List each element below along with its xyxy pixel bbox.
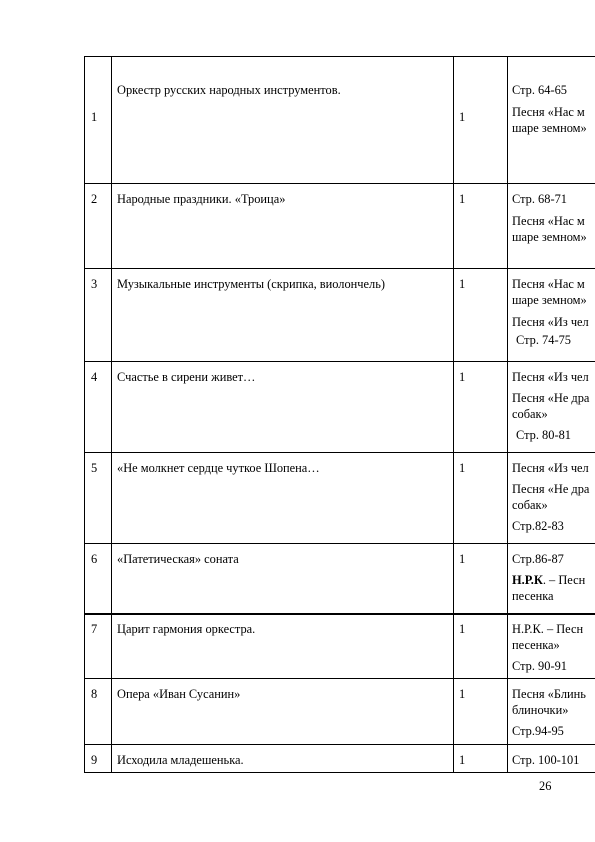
table-border-vertical: [111, 56, 112, 773]
lesson-title-cell: Опера «Иван Сусанин»: [117, 687, 241, 701]
note-line: [512, 370, 589, 385]
note-abbreviation: Н.Р.К: [512, 573, 543, 587]
note-line: [512, 703, 568, 718]
note-text: шаре земном»: [512, 230, 587, 244]
note-line: [512, 83, 567, 98]
note-text: Стр.86-87: [512, 552, 564, 566]
table-border-vertical: [453, 56, 454, 773]
note-line: [512, 105, 585, 120]
note-line: [512, 121, 587, 136]
row-number-cell: 7: [91, 622, 98, 636]
lesson-title-cell: Музыкальные инструменты (скрипка, виолончель): [117, 277, 385, 291]
note-text: Стр. 80-81: [516, 428, 571, 442]
lesson-title-cell: Исходила младешенька.: [117, 753, 244, 767]
note-line: [512, 461, 589, 476]
note-line: [516, 333, 571, 348]
table-border-horizontal: [84, 543, 595, 544]
note-text: шаре земном»: [512, 293, 587, 307]
note-text: песенка»: [512, 638, 560, 652]
hours-cell: 1: [459, 277, 466, 291]
note-text: Песня «Не дра: [512, 482, 590, 496]
table-border-vertical: [84, 56, 85, 773]
note-text: блиночки»: [512, 703, 569, 717]
lesson-title-cell: Царит гармония оркестра.: [117, 622, 256, 636]
note-text: Песня «Нас м: [512, 105, 585, 119]
table-border-horizontal: [84, 183, 595, 184]
lesson-title-cell: Народные праздники. «Троица»: [117, 192, 286, 206]
lesson-title-cell: Оркестр русских народных инструментов.: [117, 83, 341, 97]
row-number-cell: 9: [91, 753, 98, 767]
hours-cell: 1: [459, 687, 466, 701]
note-line: [512, 407, 548, 422]
note-line: [512, 519, 564, 534]
hours-cell: 1: [459, 461, 466, 475]
note-line: [512, 498, 548, 513]
note-line: [512, 589, 554, 604]
note-line: [516, 428, 571, 443]
note-text: Н.Р.К. – Песн: [512, 622, 584, 636]
note-text: Песня «Нас м: [512, 277, 585, 291]
hours-cell: 1: [459, 370, 466, 384]
row-number-cell: 2: [91, 192, 98, 206]
hours-cell: 1: [459, 753, 466, 767]
page-number: 26: [539, 779, 552, 793]
row-number-cell: 4: [91, 370, 98, 384]
note-text: Стр. 74-75: [516, 333, 571, 347]
note-line: [512, 573, 585, 588]
row-number-cell: 8: [91, 687, 98, 701]
table-border-horizontal: [84, 678, 595, 679]
note-text: Стр. 90-91: [512, 659, 567, 673]
note-text: Песня «Нас м: [512, 214, 585, 228]
table-border-vertical: [507, 56, 508, 773]
note-text: . – Песн: [542, 573, 586, 587]
note-text: Песня «Блинь: [512, 687, 586, 701]
hours-cell: 1: [459, 192, 466, 206]
note-text: собак»: [512, 407, 548, 421]
note-text: Песня «Из чел: [512, 461, 589, 475]
table-border-horizontal: [84, 772, 595, 773]
note-line: [512, 482, 589, 497]
note-text: Стр. 100-101: [512, 753, 580, 767]
note-text: Стр. 64-65: [512, 83, 567, 97]
table-border-horizontal: [84, 452, 595, 453]
hours-cell: 1: [459, 622, 466, 636]
row-number-cell: 3: [91, 277, 98, 291]
note-text: Песня «Из чел: [512, 370, 589, 384]
lesson-title-cell: «Не молкнет сердце чуткое Шопена…: [117, 461, 320, 475]
hours-cell: 1: [459, 110, 466, 124]
note-text: собак»: [512, 498, 548, 512]
note-line: [512, 552, 564, 567]
note-line: [512, 687, 586, 702]
table-border-horizontal: [84, 744, 595, 745]
lesson-title-cell: Счастье в сирени живет…: [117, 370, 256, 384]
row-number-cell: 1: [91, 110, 98, 124]
table-border-horizontal: [84, 268, 595, 269]
note-text: Стр.82-83: [512, 519, 564, 533]
note-line: [512, 659, 567, 674]
row-number-cell: 6: [91, 552, 98, 566]
note-line: [512, 638, 560, 653]
note-line: [512, 391, 589, 406]
note-text: Стр.94-95: [512, 724, 564, 738]
note-line: [512, 277, 585, 292]
note-text: шаре земном»: [512, 121, 587, 135]
note-line: [512, 315, 589, 330]
note-line: [512, 192, 567, 207]
note-text: песенка: [512, 589, 554, 603]
note-line: [512, 622, 583, 637]
note-line: [512, 293, 587, 308]
table-border-horizontal: [84, 613, 595, 615]
note-line: [512, 230, 587, 245]
note-line: [512, 214, 585, 229]
note-text: Песня «Из чел: [512, 315, 589, 329]
table-border-horizontal: [84, 56, 595, 57]
note-line: [512, 724, 564, 739]
row-number-cell: 5: [91, 461, 98, 475]
note-line: [512, 753, 579, 768]
note-text: Песня «Не дра: [512, 391, 590, 405]
hours-cell: 1: [459, 552, 466, 566]
note-text: Стр. 68-71: [512, 192, 567, 206]
table-border-horizontal: [84, 361, 595, 362]
lesson-title-cell: «Патетическая» соната: [117, 552, 239, 566]
